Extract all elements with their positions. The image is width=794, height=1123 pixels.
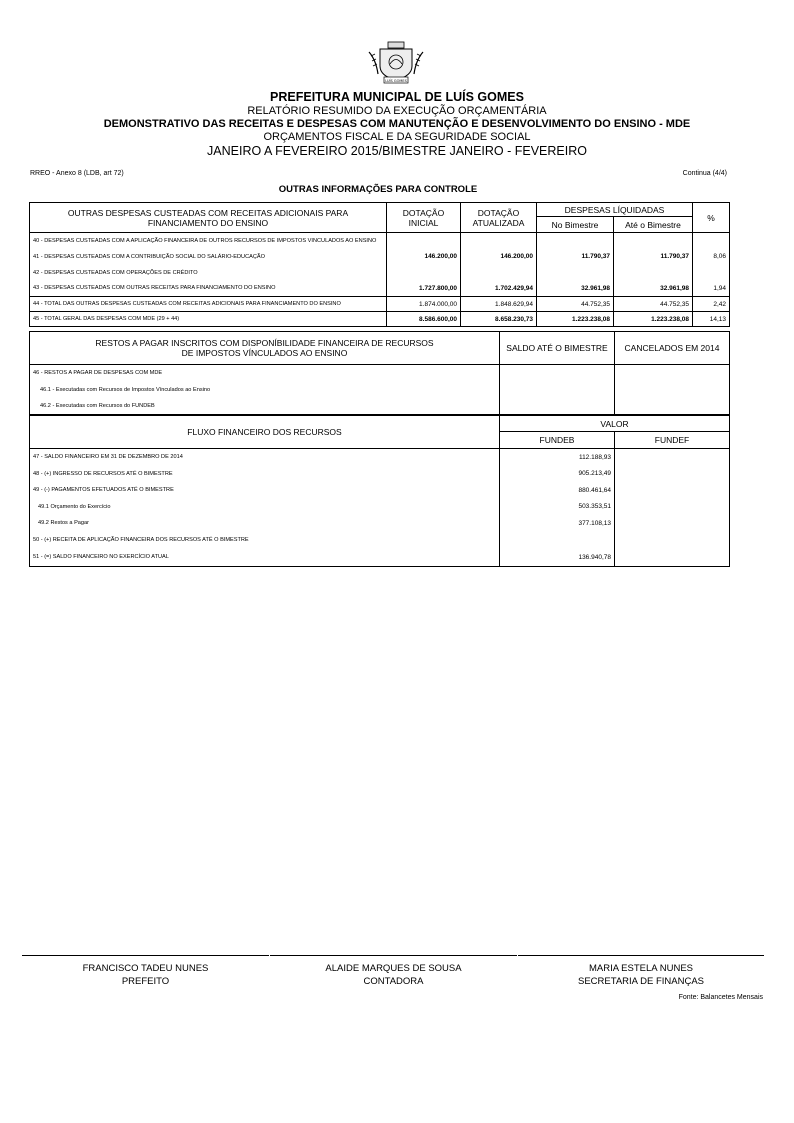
entity-name: PREFEITURA MUNICIPAL DE LUÍS GOMES <box>270 90 524 104</box>
col-description: OUTRAS DESPESAS CUSTEADAS COM RECEITAS ADICIONAIS PARA FINANCIAMENTO DO ENSINO <box>30 203 387 233</box>
table-row: 43 - DESPESAS CUSTEADAS COM OUTRAS RECEITAS PARA FINANCIAMENTO DO ENSINO 1.727.800,00 1.702.429,94 32.961,98 32.961,98 1,94 <box>30 281 730 297</box>
signature-line <box>22 955 269 956</box>
signatory-name: FRANCISCO TADEU NUNES <box>82 963 209 974</box>
table-row: 41 - DESPESAS CUSTEADAS COM A CONTRIBUIÇÃO SOCIAL DO SALÁRIO-EDUCAÇÃO 146.200,00 146.200,00 11.790,37 11.790,37 8,06 <box>30 249 730 265</box>
table-row: 46.2 - Executadas com Recursos do FUNDEB <box>30 398 730 415</box>
data-source: Fonte: Balancetes Mensais <box>678 994 763 1001</box>
restos-a-pagar-table <box>29 331 730 415</box>
signature-line <box>518 955 764 956</box>
col-initial-allocation: DOTAÇÃO INICIAL <box>387 203 461 233</box>
statement-title: DEMONSTRATIVO DAS RECEITAS E DESPESAS COM MANUTENÇÃO E DESENVOLVIMENTO DO ENSINO - MDE <box>103 118 691 130</box>
signature-line <box>270 955 517 956</box>
table-row: 42 - DESPESAS CUSTEADAS COM OPERAÇÕES DE CRÉDITO <box>30 265 730 281</box>
table-row: 46 - RESTOS A PAGAR DE DESPESAS COM MDE <box>30 365 730 382</box>
col-until-bimester: Até o Bimestre <box>614 217 693 233</box>
col-description: FLUXO FINANCEIRO DOS RECURSOS <box>30 416 500 449</box>
signature-accountant <box>270 962 517 988</box>
signature-mayor <box>22 962 269 988</box>
page-continuation: Continua (4/4) <box>682 170 727 177</box>
table-row: 40 - DESPESAS CUSTEADAS COM A APLICAÇÃO FINANCEIRA DE OUTROS RECURSOS DE IMPOSTOS VINCULADOS AO ENSINO <box>30 233 730 249</box>
table-row: 49.2 Restos a Pagar 377.108,13 <box>30 515 730 532</box>
col-percent: % <box>693 203 730 233</box>
svg-text:LUÍS GOMES: LUÍS GOMES <box>385 78 407 83</box>
total-row: 44 - TOTAL DAS OUTRAS DESPESAS CUSTEADAS COM RECEITAS ADICIONAIS PARA FINANCIAMENTO DO ENSINO 1.874.000,00 1.848.629,94 44.752,35 44.752,35 2,42 <box>30 297 730 312</box>
col-fundef: FUNDEF <box>615 432 730 449</box>
additional-expenses-table <box>29 202 730 327</box>
grand-total-row: 45 - TOTAL GERAL DAS DESPESAS COM MDE (29 + 44) 8.586.600,00 8.658.230,73 1.223.238,08 1.223.238,08 14,13 <box>30 312 730 327</box>
annex-reference: RREO - Anexo 8 (LDB, art 72) <box>30 170 124 177</box>
table-row: 48 - (+) INGRESSO DE RECURSOS ATÉ O BIMESTRE 905.213,49 <box>30 466 730 482</box>
signatory-name: ALAIDE MARQUES DE SOUSA <box>325 963 462 974</box>
financial-flow-table <box>29 415 730 567</box>
table-row: 46.1 - Executadas com Recursos de Impostos Vínculados ao Ensino <box>30 382 730 398</box>
section-title: OUTRAS INFORMAÇÕES PARA CONTROLE <box>278 184 478 195</box>
budget-scope: ORÇAMENTOS FISCAL E DA SEGURIDADE SOCIAL <box>263 131 531 143</box>
signature-finance-secretary <box>518 962 764 988</box>
col-cancelled-2014: CANCELADOS EM 2014 <box>615 332 730 365</box>
col-settled-expenses: DESPESAS LÍQUIDADAS <box>537 203 693 217</box>
col-fundeb: FUNDEB <box>500 432 615 449</box>
col-in-bimester: No Bimestre <box>537 217 614 233</box>
signatory-name: MARIA ESTELA NUNES <box>588 963 693 974</box>
municipal-coat-of-arms <box>366 40 426 84</box>
signatory-role: SECRETARIA DE FINANÇAS <box>578 976 704 987</box>
col-description: RESTOS A PAGAR INSCRITOS COM DISPONÍBILIDADE FINANCEIRA DE RECURSOS DE IMPOSTOS VÍNCULADOS AO ENSINO <box>30 332 500 365</box>
table-row: 49.1 Orçamento do Exercício 503.353,51 <box>30 499 730 515</box>
report-period: JANEIRO A FEVEREIRO 2015/BIMESTRE JANEIRO - FEVEREIRO <box>207 144 587 158</box>
col-balance-until-bimester: SALDO ATÉ O BIMESTRE <box>500 332 615 365</box>
signatory-role: CONTADORA <box>363 976 424 987</box>
table-row: 47 - SALDO FINANCEIRO EM 31 DE DEZEMBRO DE 2014 112.188,93 <box>30 449 730 466</box>
report-header <box>0 90 794 159</box>
table-row: 51 - (=) SALDO FINANCEIRO NO EXERCÍCIO ATUAL 136.940,78 <box>30 549 730 567</box>
signatory-role: PREFEITO <box>121 976 170 987</box>
table-row: 49 - (-) PAGAMENTOS EFETUADOS ATÉ O BIMESTRE 880.461,64 <box>30 482 730 499</box>
table-row: 50 - (+) RECEITA DE APLICAÇÃO FINANCEIRA DOS RECURSOS ATÉ O BIMESTRE <box>30 532 730 549</box>
col-updated-allocation: DOTAÇÃO ATUALIZADA <box>461 203 537 233</box>
report-name: RELATÓRIO RESUMIDO DA EXECUÇÃO ORÇAMENTÁRIA <box>247 105 547 117</box>
col-value: VALOR <box>500 416 730 432</box>
